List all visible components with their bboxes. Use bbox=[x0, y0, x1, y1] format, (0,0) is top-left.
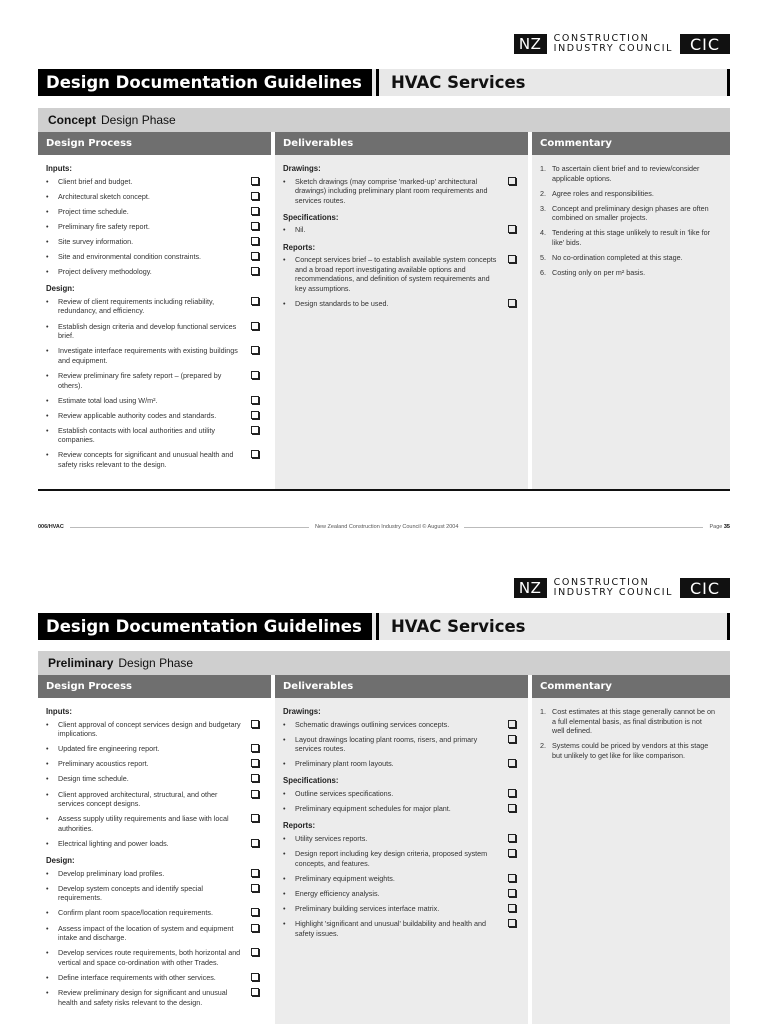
bullet-icon: • bbox=[46, 395, 49, 405]
checklist-item bbox=[46, 252, 263, 262]
bullet-icon: • bbox=[283, 176, 286, 186]
page-subtitle: HVAC Services bbox=[391, 617, 526, 636]
checklist-item-text: Establish contacts with local authorities and utility companies. bbox=[58, 425, 216, 445]
checklist-item-text: Client brief and budget. bbox=[58, 176, 133, 186]
logo-nz-mark: NZ bbox=[514, 34, 547, 54]
page-footer bbox=[38, 524, 730, 530]
deliverables-column bbox=[275, 132, 528, 489]
checkbox-icon[interactable] bbox=[251, 371, 259, 379]
bullet-icon: • bbox=[46, 176, 49, 186]
checkbox-icon[interactable] bbox=[251, 396, 259, 404]
commentary-text: Tendering at this stage unlikely to result in 'like for like' bids. bbox=[552, 228, 710, 248]
checklist-item-text: Preliminary acoustics report. bbox=[58, 759, 149, 769]
checklist-item bbox=[283, 225, 520, 235]
checkbox-icon[interactable] bbox=[251, 988, 259, 996]
commentary-number: 3. bbox=[540, 203, 546, 213]
bullet-icon: • bbox=[46, 987, 49, 997]
footer-rule bbox=[70, 527, 309, 528]
checkbox-icon[interactable] bbox=[508, 904, 516, 912]
checkbox-icon[interactable] bbox=[251, 237, 259, 245]
checklist-item-text: Develop preliminary load profiles. bbox=[58, 868, 165, 878]
checklist-item bbox=[283, 735, 520, 754]
checklist-item bbox=[283, 720, 520, 730]
checklist-item bbox=[46, 237, 263, 247]
commentary-item bbox=[540, 253, 722, 263]
bullet-icon: • bbox=[46, 908, 49, 918]
checkbox-icon[interactable] bbox=[251, 207, 259, 215]
checklist-item-text: Site survey information. bbox=[58, 236, 134, 246]
checklist-item bbox=[46, 948, 263, 967]
checklist-item-text: Project time schedule. bbox=[58, 206, 129, 216]
bottom-rule bbox=[38, 489, 730, 491]
checklist-item-text: Concept services brief – to establish available system concepts and a broad report investigating available options and recommendations, and definition of system requirements and key assumptions. bbox=[295, 255, 497, 293]
commentary-text: Cost estimates at this stage generally cannot be on a full elemental basis, as final distribution is not well defined. bbox=[552, 707, 716, 736]
checklist-item bbox=[283, 889, 520, 899]
checklist-item-text: Schematic drawings outlining services concepts. bbox=[295, 719, 450, 729]
page-subtitle: HVAC Services bbox=[391, 73, 526, 92]
checkbox-icon[interactable] bbox=[251, 759, 259, 767]
checklist-item bbox=[283, 255, 520, 293]
bullet-icon: • bbox=[46, 296, 49, 306]
checklist-item-text: Layout drawings locating plant rooms, risers, and primary services routes. bbox=[295, 734, 478, 754]
commentary-number: 2. bbox=[540, 741, 546, 751]
checklist-item bbox=[46, 924, 263, 943]
checkbox-icon[interactable] bbox=[508, 834, 516, 842]
checkbox-icon[interactable] bbox=[251, 426, 259, 434]
commentary-text: Systems could be priced by vendors at this stage but unlikely to get like for like comparison. bbox=[552, 741, 709, 760]
bullet-icon: • bbox=[283, 719, 286, 729]
checklist-item-text: Preliminary fire safety report. bbox=[58, 221, 150, 231]
checklist-item-text: Outline services specifications. bbox=[295, 789, 394, 799]
deliverables-header: Deliverables bbox=[275, 132, 528, 155]
checklist-item bbox=[46, 869, 263, 879]
checklist-item-text: Develop services route requirements, both horizontal and vertical and space co-ordination with other Trades. bbox=[58, 948, 241, 967]
checklist-item-text: Client approved architectural, structural, and other services concept designs. bbox=[58, 789, 218, 809]
checklist-item-text: Define interface requirements with other services. bbox=[58, 972, 216, 982]
checklist-item-text: Utility services reports. bbox=[295, 833, 368, 843]
checklist-item-text: Investigate interface requirements with existing buildings and equipment. bbox=[58, 346, 238, 365]
phase-bar bbox=[38, 651, 730, 675]
commentary-item bbox=[540, 164, 722, 183]
checklist-item-text: Review of client requirements including reliability, redundancy, and efficiency. bbox=[58, 296, 215, 316]
commentary-item bbox=[540, 228, 722, 247]
bullet-icon: • bbox=[46, 719, 49, 729]
bullet-icon: • bbox=[46, 236, 49, 246]
deliverables-body bbox=[275, 698, 528, 1024]
checkbox-icon[interactable] bbox=[251, 839, 259, 847]
checkbox-icon[interactable] bbox=[508, 804, 516, 812]
commentary-item bbox=[540, 204, 722, 223]
checklist-item bbox=[283, 177, 520, 206]
logo-nz-mark: NZ bbox=[514, 578, 547, 598]
checklist-item bbox=[283, 789, 520, 799]
checklist-item bbox=[283, 834, 520, 844]
commentary-column bbox=[532, 132, 730, 489]
deliverables-body bbox=[275, 155, 528, 489]
deliverables-column bbox=[275, 675, 528, 1024]
section-heading: Reports: bbox=[283, 821, 316, 831]
section-heading: Drawings: bbox=[283, 707, 321, 716]
checklist-item bbox=[46, 222, 263, 232]
section-heading: Specifications: bbox=[283, 212, 339, 222]
checklist-item bbox=[46, 322, 263, 341]
checkbox-icon[interactable] bbox=[251, 267, 259, 275]
checklist-item-text: Review preliminary design for significant and unusual health and safety risks relevant to the design. bbox=[58, 987, 228, 1007]
checklist-item-text: Estimate total load using W/m². bbox=[58, 395, 158, 405]
checklist-item bbox=[283, 759, 520, 769]
checkbox-icon[interactable] bbox=[508, 919, 516, 927]
checklist-item bbox=[46, 426, 263, 445]
checklist-item-text: Confirm plant room space/location requirements. bbox=[58, 908, 214, 918]
bullet-icon: • bbox=[46, 346, 49, 356]
bullet-icon: • bbox=[283, 734, 286, 744]
checklist-item bbox=[46, 839, 263, 849]
checklist-item bbox=[46, 884, 263, 903]
bullet-icon: • bbox=[283, 873, 286, 883]
commentary-text: Costing only on per m² basis. bbox=[552, 268, 646, 278]
bullet-icon: • bbox=[283, 225, 286, 235]
title-bar bbox=[38, 69, 730, 96]
commentary-number: 2. bbox=[540, 188, 546, 198]
footer-doc-code: 006/HVAC bbox=[38, 524, 64, 530]
bullet-icon: • bbox=[283, 759, 286, 769]
checklist-item-text: Preliminary building services interface matrix. bbox=[295, 903, 440, 913]
checkbox-icon[interactable] bbox=[508, 789, 516, 797]
checkbox-icon[interactable] bbox=[251, 177, 259, 185]
checkbox-icon[interactable] bbox=[508, 874, 516, 882]
bullet-icon: • bbox=[46, 923, 49, 933]
logo-wordmark: CONSTRUCTION INDUSTRY COUNCIL bbox=[553, 33, 673, 54]
commentary-header: Commentary bbox=[532, 132, 730, 155]
phase-name: Concept bbox=[48, 113, 96, 127]
bullet-icon: • bbox=[46, 252, 49, 262]
checklist-item-text: Energy efficiency analysis. bbox=[295, 888, 380, 898]
checklist-item-text: Preliminary equipment weights. bbox=[295, 873, 395, 883]
design-process-column bbox=[38, 675, 271, 1024]
checklist-item bbox=[46, 297, 263, 316]
section-heading: Specifications: bbox=[283, 776, 339, 786]
logo-wordmark: CONSTRUCTION INDUSTRY COUNCIL bbox=[553, 577, 673, 598]
title-end-bar bbox=[727, 69, 730, 96]
bullet-icon: • bbox=[46, 883, 49, 893]
checkbox-icon[interactable] bbox=[251, 814, 259, 822]
checklist-item bbox=[46, 759, 263, 769]
checklist-item bbox=[46, 988, 263, 1007]
footer-copyright: New Zealand Construction Industry Council © August 2004 bbox=[314, 524, 459, 530]
section-heading: Inputs: bbox=[46, 164, 72, 173]
checklist-item bbox=[46, 371, 263, 390]
bullet-icon: • bbox=[46, 972, 49, 982]
phase-suffix: Design Phase bbox=[118, 656, 194, 670]
checkbox-icon[interactable] bbox=[508, 735, 516, 743]
checklist-item-text: Architectural sketch concept. bbox=[58, 191, 150, 201]
section-heading: Design: bbox=[46, 856, 75, 866]
columns bbox=[38, 132, 730, 489]
checkbox-icon[interactable] bbox=[251, 869, 259, 877]
checklist-item bbox=[283, 919, 520, 938]
bullet-icon: • bbox=[283, 789, 286, 799]
checkbox-icon[interactable] bbox=[251, 908, 259, 916]
checklist-item-text: Assess supply utility requirements and liase with local authorities. bbox=[58, 814, 229, 833]
checkbox-icon[interactable] bbox=[508, 889, 516, 897]
section-heading: Inputs: bbox=[46, 707, 72, 716]
bullet-icon: • bbox=[46, 267, 49, 277]
checklist-item bbox=[46, 346, 263, 365]
checklist-item bbox=[46, 814, 263, 833]
bullet-icon: • bbox=[283, 833, 286, 843]
bullet-icon: • bbox=[46, 321, 49, 331]
checklist-item-text: Preliminary equipment schedules for major plant. bbox=[295, 804, 451, 814]
checklist-item bbox=[46, 973, 263, 983]
checkbox-icon[interactable] bbox=[508, 225, 516, 233]
bullet-icon: • bbox=[283, 299, 286, 309]
checklist-item-text: Preliminary plant room layouts. bbox=[295, 759, 394, 769]
checklist-item bbox=[46, 411, 263, 421]
checklist-item-text: Client approval of concept services design and budgetary implications. bbox=[58, 719, 241, 739]
design-process-body bbox=[38, 155, 271, 489]
checkbox-icon[interactable] bbox=[251, 948, 259, 956]
checklist-item bbox=[46, 744, 263, 754]
bullet-icon: • bbox=[46, 868, 49, 878]
checkbox-icon[interactable] bbox=[251, 192, 259, 200]
checkbox-icon[interactable] bbox=[251, 884, 259, 892]
checklist-item bbox=[46, 774, 263, 784]
bullet-icon: • bbox=[46, 789, 49, 799]
checklist-item bbox=[283, 849, 520, 868]
checkbox-icon[interactable] bbox=[251, 924, 259, 932]
checklist-item-text: Highlight 'significant and unusual' buildability and health and safety issues. bbox=[295, 918, 486, 938]
page-title: Design Documentation Guidelines bbox=[38, 69, 372, 96]
commentary-item bbox=[540, 707, 722, 736]
checkbox-icon[interactable] bbox=[508, 759, 516, 767]
bullet-icon: • bbox=[46, 191, 49, 201]
bullet-icon: • bbox=[283, 888, 286, 898]
checklist-item-text: Assess impact of the location of system and equipment intake and discharge. bbox=[58, 923, 234, 943]
checklist-item-text: Review concepts for significant and unusual health and safety risks relevant to the design. bbox=[58, 450, 234, 470]
commentary-item bbox=[540, 741, 722, 760]
footer-page-number: Page 35 bbox=[709, 524, 730, 530]
checkbox-icon[interactable] bbox=[251, 720, 259, 728]
commentary-number: 4. bbox=[540, 228, 546, 238]
checklist-item-text: Site and environmental condition constraints. bbox=[58, 252, 202, 262]
commentary-text: Agree roles and responsibilities. bbox=[552, 188, 654, 198]
checkbox-icon[interactable] bbox=[251, 322, 259, 330]
checklist-item-text: Review applicable authority codes and standards. bbox=[58, 410, 217, 420]
bullet-icon: • bbox=[283, 903, 286, 913]
checklist-item-text: Project delivery methodology. bbox=[58, 267, 152, 277]
bullet-icon: • bbox=[46, 774, 49, 784]
commentary-header: Commentary bbox=[532, 675, 730, 698]
commentary-text: No co-ordination completed at this stage. bbox=[552, 253, 683, 263]
checklist-item-text: Electrical lighting and power loads. bbox=[58, 838, 169, 848]
checklist-item bbox=[283, 804, 520, 814]
checklist-item bbox=[283, 299, 520, 309]
columns bbox=[38, 675, 730, 1024]
section-heading: Design: bbox=[46, 284, 75, 294]
bullet-icon: • bbox=[46, 370, 49, 380]
checklist-item bbox=[46, 192, 263, 202]
bullet-icon: • bbox=[283, 918, 286, 928]
checklist-item bbox=[46, 908, 263, 918]
bullet-icon: • bbox=[283, 255, 286, 265]
commentary-number: 5. bbox=[540, 253, 546, 263]
checkbox-icon[interactable] bbox=[251, 222, 259, 230]
checklist-item bbox=[46, 207, 263, 217]
checkbox-icon[interactable] bbox=[251, 252, 259, 260]
commentary-body bbox=[532, 698, 730, 1024]
checkbox-icon[interactable] bbox=[508, 255, 516, 263]
bullet-icon: • bbox=[46, 206, 49, 216]
commentary-number: 1. bbox=[540, 164, 546, 173]
checkbox-icon[interactable] bbox=[251, 411, 259, 419]
commentary-column bbox=[532, 675, 730, 1024]
checklist-item-text: Review preliminary fire safety report – (prepared by others). bbox=[58, 370, 222, 390]
checklist-item-text: Design report including key design criteria, proposed system concepts, and features. bbox=[295, 848, 488, 868]
checkbox-icon[interactable] bbox=[508, 177, 516, 185]
design-process-body bbox=[38, 698, 271, 1024]
phase-bar bbox=[38, 108, 730, 132]
checkbox-icon[interactable] bbox=[251, 790, 259, 798]
commentary-item bbox=[540, 268, 722, 278]
logo-cic-mark: CIC bbox=[680, 34, 730, 54]
bullet-icon: • bbox=[46, 410, 49, 420]
design-process-column bbox=[38, 132, 271, 489]
checkbox-icon[interactable] bbox=[508, 849, 516, 857]
checklist-item bbox=[283, 874, 520, 884]
checklist-item bbox=[46, 396, 263, 406]
section-heading: Reports: bbox=[283, 242, 316, 252]
checklist-item-text: Develop system concepts and identify special requirements. bbox=[58, 883, 204, 903]
checkbox-icon[interactable] bbox=[251, 346, 259, 354]
checkbox-icon[interactable] bbox=[508, 299, 516, 307]
title-bar bbox=[38, 613, 730, 640]
bullet-icon: • bbox=[283, 804, 286, 814]
footer-rule bbox=[464, 527, 703, 528]
commentary-text: Concept and preliminary design phases are often combined on smaller projects. bbox=[552, 203, 709, 223]
commentary-body bbox=[532, 155, 730, 489]
bullet-icon: • bbox=[46, 759, 49, 769]
bullet-icon: • bbox=[283, 848, 286, 858]
checklist-item-text: Nil. bbox=[295, 225, 306, 235]
deliverables-header: Deliverables bbox=[275, 675, 528, 698]
title-end-bar bbox=[727, 613, 730, 640]
checkbox-icon[interactable] bbox=[508, 720, 516, 728]
checklist-item-text: Updated fire engineering report. bbox=[58, 744, 160, 754]
design-process-header: Design Process bbox=[38, 132, 271, 155]
design-process-header: Design Process bbox=[38, 675, 271, 698]
checkbox-icon[interactable] bbox=[251, 297, 259, 305]
commentary-number: 6. bbox=[540, 268, 546, 278]
bullet-icon: • bbox=[46, 425, 49, 435]
bullet-icon: • bbox=[46, 948, 49, 958]
checklist-item bbox=[46, 177, 263, 187]
commentary-number: 1. bbox=[540, 707, 546, 716]
bullet-icon: • bbox=[46, 744, 49, 754]
bullet-icon: • bbox=[46, 221, 49, 231]
checklist-item-text: Design time schedule. bbox=[58, 774, 129, 784]
bullet-icon: • bbox=[46, 838, 49, 848]
checklist-item-text: Design standards to be used. bbox=[295, 299, 389, 309]
checklist-item bbox=[46, 790, 263, 809]
checklist-item-text: Establish design criteria and develop functional services brief. bbox=[58, 321, 237, 341]
commentary-item bbox=[540, 189, 722, 199]
bullet-icon: • bbox=[46, 450, 49, 460]
page-title: Design Documentation Guidelines bbox=[38, 613, 372, 640]
checkbox-icon[interactable] bbox=[251, 450, 259, 458]
phase-suffix: Design Phase bbox=[101, 113, 176, 127]
checklist-item bbox=[46, 450, 263, 469]
checklist-item bbox=[46, 267, 263, 277]
phase-name: Preliminary bbox=[48, 656, 114, 670]
checkbox-icon[interactable] bbox=[251, 774, 259, 782]
checkbox-icon[interactable] bbox=[251, 973, 259, 981]
logo-cic-mark: CIC bbox=[680, 578, 730, 598]
bullet-icon: • bbox=[46, 814, 49, 824]
checklist-item-text: Sketch drawings (may comprise 'marked-up' architectural drawings) including preliminary plant room requirements and services routes. bbox=[295, 176, 488, 205]
cic-logo bbox=[514, 34, 730, 54]
section-heading: Drawings: bbox=[283, 164, 321, 173]
commentary-text: To ascertain client brief and to review/consider applicable options. bbox=[552, 164, 700, 183]
cic-logo bbox=[514, 578, 730, 598]
checklist-item bbox=[283, 904, 520, 914]
checklist-item bbox=[46, 720, 263, 739]
checkbox-icon[interactable] bbox=[251, 744, 259, 752]
